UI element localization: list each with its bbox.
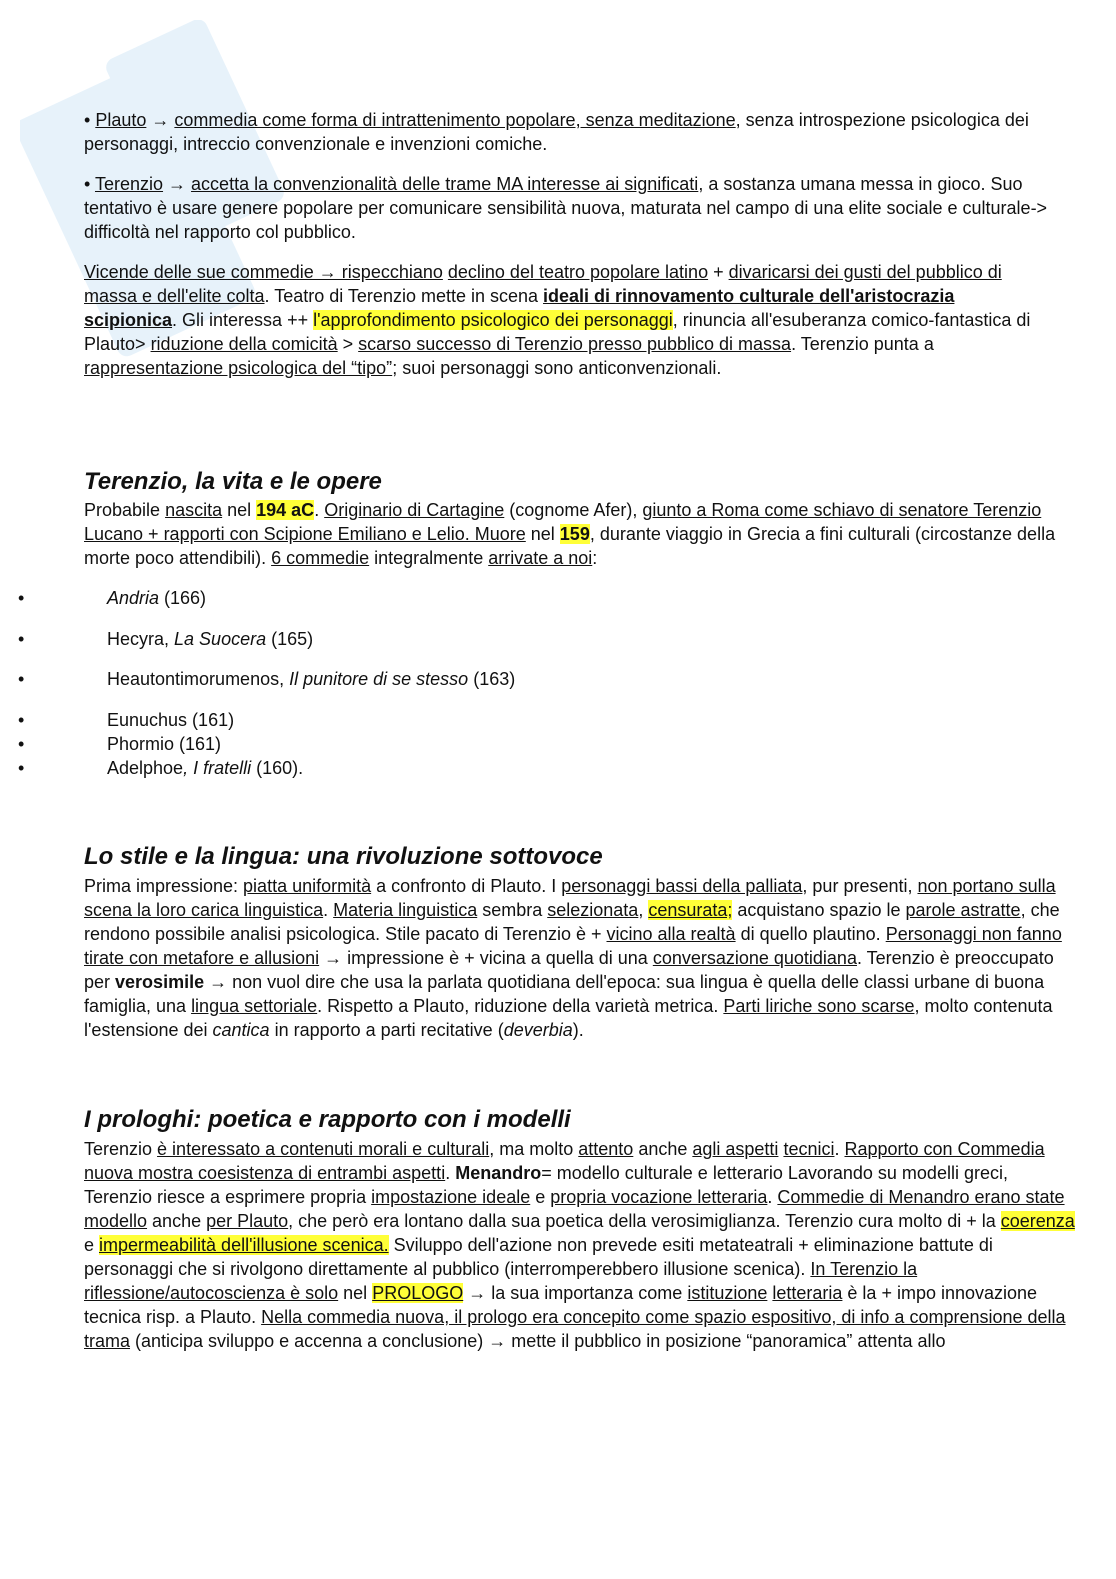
paragraph-vicende: Vicende delle sue commedie → rispecchiano declino del teatro popolare latino + divaricarsi dei gusti del pubblico di massa e dell'elite colta. Teatro di Terenzio mette in scena ideali di rinnovamento culturale dell'aristocrazia scipionica. Gli interessa ++ l'approfondimento psicologico dei personaggi, rinuncia all'esuberanza comico-fantastica di Plauto> riduzione della comicità > scarso successo di Terenzio presso pubblico di massa. Terenzio punta a rappresentazione psicologica del “tipo”; suoi personaggi sono anticonvenzionali. [84,262,1031,378]
paragraph-stile: Prima impressione: piatta uniformità a confronto di Plauto. I personaggi bassi della palliata, pur presenti, non portano sulla scena la loro carica linguistica. Materia linguistica sembra selezionata, censurata; acquistano spazio le parole astratte, che rendono possibile analisi psicologica. Stile pacato di Terenzio è + vicino alla realtà di quello plautino. Personaggi non fanno tirate con metafore e allusioni → impressione è + vicina a quella di una conversazione quotidiana. Terenzio è preoccupato per verosimile → non vuol dire che usa la parlata quotidiana dell'epoca: sua lingua è quella delle classi urbane di buona famiglia, una lingua settoriale. Rispetto a Plauto, riduzione della varietà metrica. Parti liriche sono scarse, molto contenuta l'estensione dei cantica in rapporto a parti recitative (deverbia). [84,876,1062,1040]
bullet-terenzio: • Terenzio → accetta la convenzionalità delle trame MA interesse ai significati, a sostanza umana messa in gioco. Suo tentativo è usare genere popolare per comunicare sensibilità nuova, maturata nel campo di una elite sociale e culturale-> difficoltà nel rapporto col pubblico. [84,174,1048,242]
paragraph-prologhi: Terenzio è interessato a contenuti morali e culturali, ma molto attento anche agli aspetti tecnici. Rapporto con Commedia nuova mostra coesistenza di entrambi aspetti. Menandro= modello culturale e letterario Lavorando su modelli greci, Terenzio riesce a esprimere propria impostazione ideale e propria vocazione letteraria. Commedie di Menandro erano state modello anche per Plauto, che però era lontano dalla sua poetica della verosimiglianza. Terenzio cura molto di + la coerenza e impermeabilità dell'illusione scenica. Sviluppo dell'azione non prevede esiti metateatrali + eliminazione battute di personaggi che si rivolgono direttamente al pubblico (interromperebbero illusione scenica). In Terenzio la riflessione/autocoscienza è solo nel PROLOGO → la sua importanza come istituzione letteraria è la + impo innovazione tecnica risp. a Plauto. Nella commedia nuova, il prologo era concepito come spazio espositivo, di info a comprensione della trama (anticipa sviluppo e accenna a conclusione) → mette il pubblico in posizione “panoramica” attenta allo [84,1139,1075,1351]
heading-stile-lingua: Lo stile e la lingua: una rivoluzione sottovoce [84,843,603,870]
heading-vita-opere: Terenzio, la vita e le opere [84,468,382,495]
paragraph-vita: Probabile nascita nel 194 aC. Originario di Cartagine (cognome Afer), giunto a Roma come schiavo di senatore Terenzio Lucano + rapporti con Scipione Emiliano e Lelio. Muore nel 159, durante viaggio in Grecia a fini culturali (circostanze della morte poco attendibili). 6 commedie integralmente arrivate a noi: [84,500,1056,568]
bullet-plauto: • Plauto → commedia come forma di intrattenimento popolare, senza meditazione, senza introspezione psicologica dei personaggi, intreccio convenzionale e invenzioni comiche. [84,110,1029,154]
heading-prologhi: I prologhi: poetica e rapporto con i modelli [84,1106,571,1133]
